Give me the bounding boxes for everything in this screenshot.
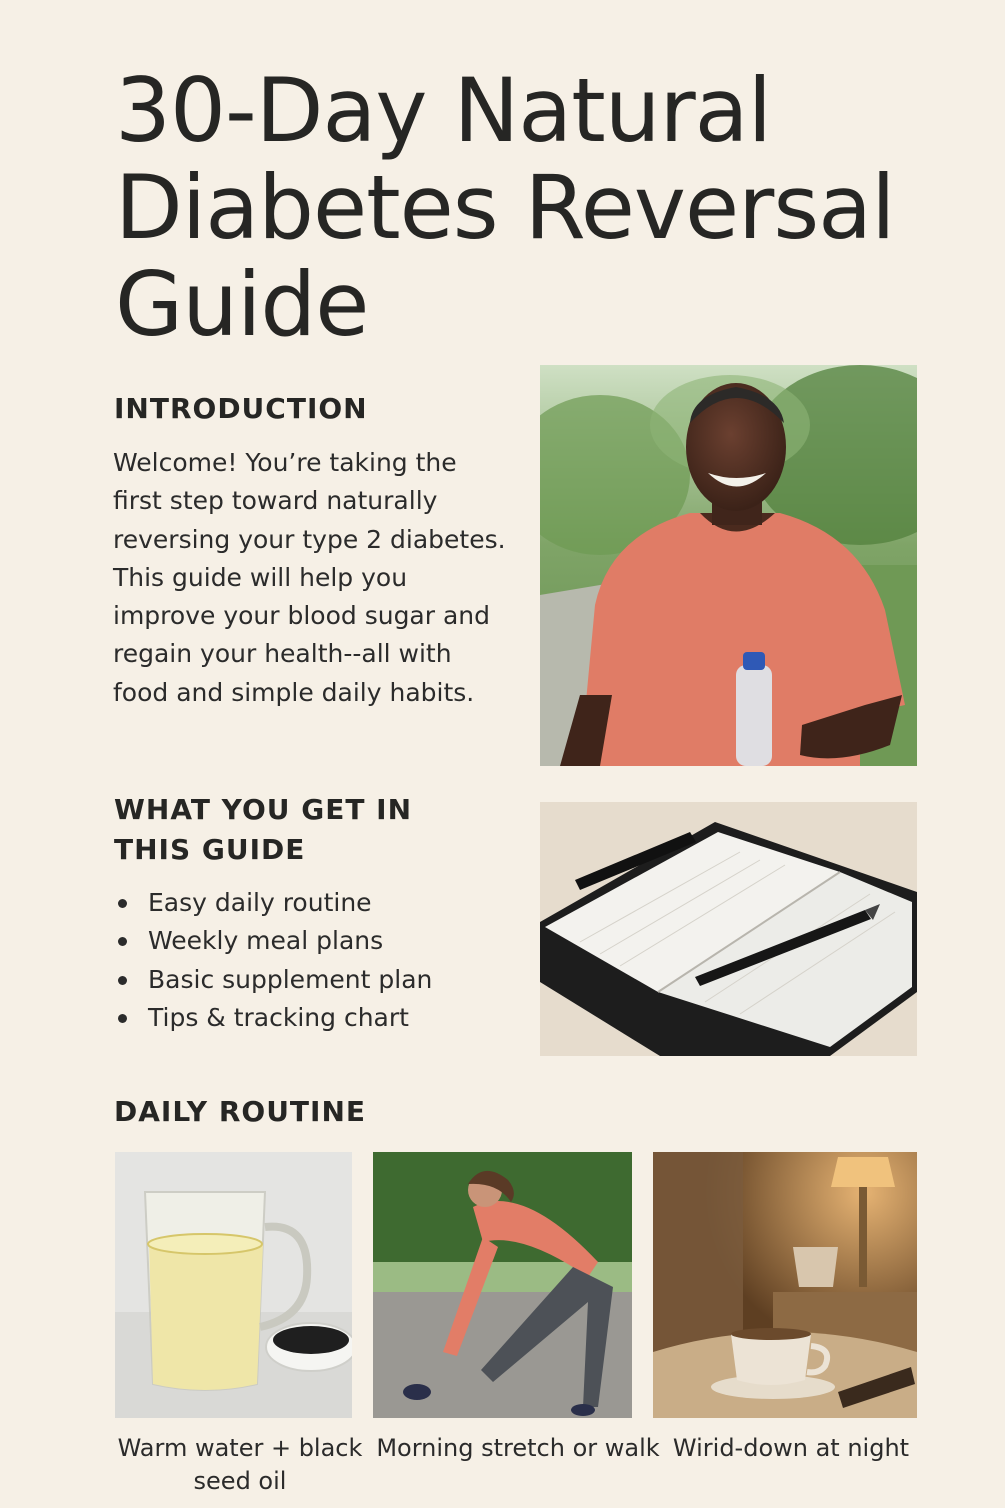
list-item: Tips & tracking chart — [118, 999, 432, 1037]
stretch-walk-photo — [373, 1152, 632, 1418]
smiling-man-photo — [540, 365, 917, 766]
bullet-icon — [118, 899, 127, 908]
night-tea-photo — [653, 1152, 917, 1418]
notebook-pen-photo — [540, 802, 917, 1056]
introduction-heading: INTRODUCTION — [114, 392, 368, 425]
warm-water-photo — [115, 1152, 352, 1418]
daily-routine-heading: DAILY ROUTINE — [114, 1095, 367, 1128]
routine-caption-warm-water: Warm water + black seed oil — [117, 1434, 363, 1495]
list-item: Basic supplement plan — [118, 961, 432, 999]
list-item: Weekly meal plans — [118, 922, 432, 960]
page-title: 30-Day Natural Diabetes Reversal Guide — [115, 59, 895, 356]
bullet-icon — [118, 976, 127, 985]
what-you-get-heading: WHAT YOU GET IN THIS GUIDE — [114, 793, 413, 866]
bullet-icon — [118, 937, 127, 946]
guide-contents-list — [118, 884, 432, 1037]
introduction-text: Welcome! You’re taking the first step toward naturally reversing your type 2 diabetes. This guide will help you improve your blood sugar and regain your health--all with food and simple daily habits. — [113, 448, 506, 707]
bullet-icon — [118, 1014, 127, 1023]
routine-caption-wind-down: Wirid-down at night — [672, 1434, 910, 1462]
list-item: Easy daily routine — [118, 884, 432, 922]
routine-caption-stretch: Morning stretch or walk — [376, 1434, 660, 1462]
